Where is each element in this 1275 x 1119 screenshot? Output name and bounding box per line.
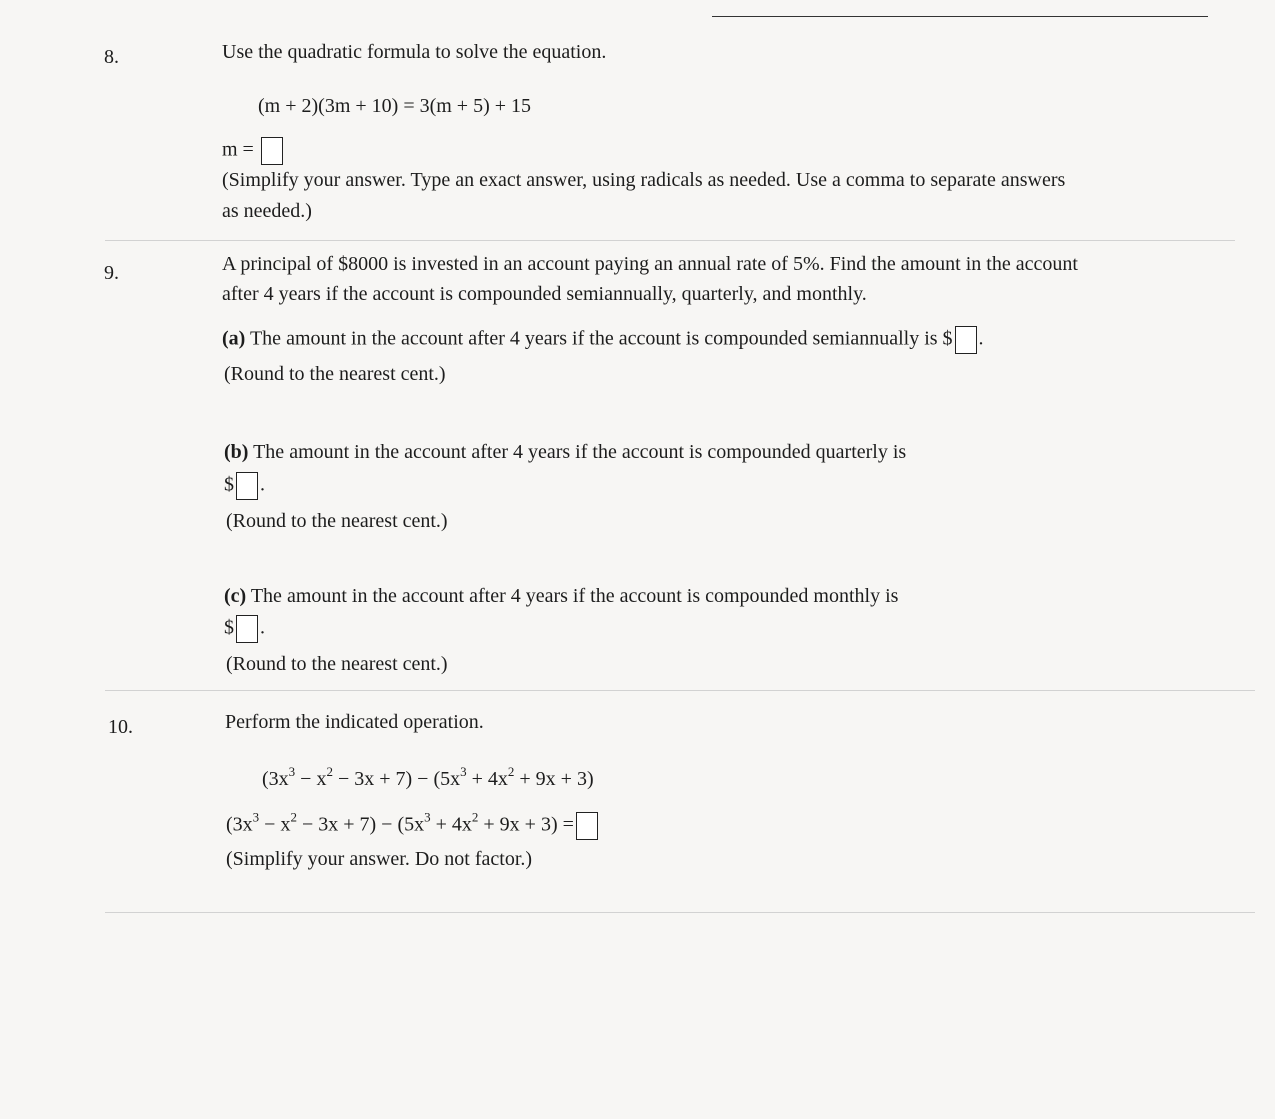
q9b-answer-input[interactable] <box>236 472 258 500</box>
q9a-line <box>222 326 984 354</box>
q10-instruction: (Simplify your answer. Do not factor.) <box>226 848 533 870</box>
q9a-answer-input[interactable] <box>955 326 977 354</box>
q8-instruction-1: (Simplify your answer. Type an exact answer, using radicals as needed. Use a comma to separate answers <box>222 169 1066 191</box>
q9c-line <box>224 584 898 608</box>
q9c-text: The amount in the account after 4 years if the account is compounded monthly is <box>250 585 899 607</box>
q9c-answer-input[interactable] <box>236 615 258 643</box>
q9a-text: The amount in the account after 4 years if the account is compounded semiannually is $ <box>249 327 953 350</box>
q8-number: 8. <box>104 46 119 68</box>
q9b-line <box>224 440 906 464</box>
q10-answer-row: $(3x^3 - x^2 - 3x + 7) - (5x^3 + 4x^2 + 9x + 3)$ = <box>226 812 600 840</box>
q9a-period: . <box>978 327 984 350</box>
q9b-period: . <box>260 473 265 496</box>
q9c-answer-row <box>224 615 265 643</box>
q10-expression: $(3x^3 - x^2 - 3x + 7) - (5x^3 + 4x^2 + 9x + 3)$ <box>262 764 594 790</box>
q9-prompt-2: after 4 years if the account is compounded semiannually, quarterly, and monthly. <box>222 283 867 305</box>
q10-prompt: Perform the indicated operation. <box>225 711 484 733</box>
q9a-label: (a) <box>222 327 246 350</box>
q9a-round: (Round to the nearest cent.) <box>224 363 446 385</box>
q9c-dollar: $ <box>224 616 234 639</box>
q9-prompt-1: A principal of $8000 is invested in an account paying an annual rate of 5%. Find the amount in the account <box>222 253 1078 275</box>
q9b-round: (Round to the nearest cent.) <box>226 510 448 532</box>
q9b-text: The amount in the account after 4 years if the account is compounded quarterly is <box>253 441 907 463</box>
divider-1 <box>105 240 1235 241</box>
q8-equation: (m + 2)(3m + 10) = 3(m + 5) + 15 <box>258 95 532 117</box>
q9c-label: (c) <box>224 585 247 607</box>
q9b-label: (b) <box>224 441 249 463</box>
q8-answer-row <box>222 137 285 165</box>
divider-2 <box>105 690 1255 691</box>
divider-3 <box>105 912 1255 913</box>
q8-instruction-2: as needed.) <box>222 200 312 222</box>
q9b-dollar: $ <box>224 473 234 496</box>
q8-prompt: Use the quadratic formula to solve the equation. <box>222 41 607 63</box>
q9c-period: . <box>260 616 265 639</box>
q10-number: 10. <box>108 716 133 738</box>
q8-answer-label: m = <box>222 138 254 161</box>
q9c-round: (Round to the nearest cent.) <box>226 653 448 675</box>
top-rule <box>712 16 1208 17</box>
q9b-answer-row <box>224 472 265 500</box>
q8-answer-input[interactable] <box>261 137 283 165</box>
q9-number: 9. <box>104 262 119 284</box>
q10-answer-input[interactable] <box>576 812 598 840</box>
